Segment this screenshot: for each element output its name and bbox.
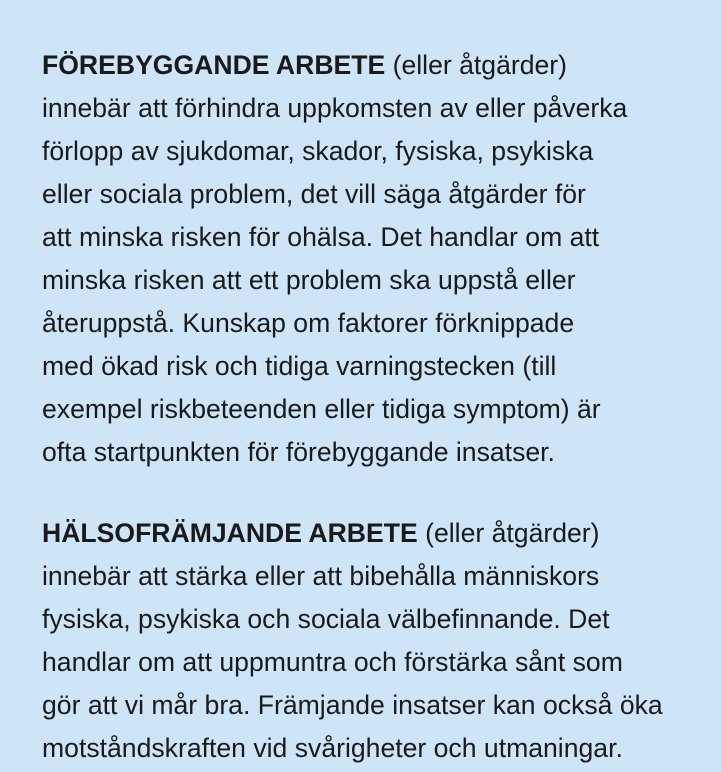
definition-line: att minska risken för ohälsa. Det handlar om att [42,222,600,252]
definition-line: handlar om att uppmuntra och förstärka sånt som [42,647,623,677]
definition-term-suffix: (eller åtgärder) [385,50,568,80]
definition-line: exempel riskbeteenden eller tidiga symptom) är [42,394,601,424]
definition-forebyggande [42,44,701,474]
definition-line: förlopp av sjukdomar, skador, fysiska, psykiska [42,136,594,166]
definition-heading-line [42,512,691,555]
definition-term: HÄLSOFRÄMJANDE ARBETE [42,518,418,548]
definition-heading-line [42,44,691,87]
definition-text [42,44,701,474]
definition-line: innebär att förhindra uppkomsten av eller påverka [42,93,628,123]
definition-term-suffix: (eller åtgärder) [417,518,600,548]
definition-line: ofta startpunkten för förebyggande insatser. [42,437,555,467]
definition-line: minska risken att ett problem ska uppstå eller [42,265,576,295]
definition-line: återuppstå. Kunskap om faktorer förknippade [42,308,575,338]
definition-line: fysiska, psykiska och sociala välbefinnande. Det [42,604,610,634]
definition-line: innebär att stärka eller att bibehålla människors [42,561,600,591]
definition-line: motståndskraften vid svårigheter och utmaningar. [42,733,623,763]
definition-line: med ökad risk och tidiga varningstecken (till [42,351,557,381]
definition-term: FÖREBYGGANDE ARBETE [42,50,386,80]
definition-text [42,512,701,770]
definition-halsoframjande [42,512,701,770]
definition-line: gör att vi mår bra. Främjande insatser kan också öka [42,690,663,720]
definition-line: eller sociala problem, det vill säga åtgärder för [42,179,586,209]
